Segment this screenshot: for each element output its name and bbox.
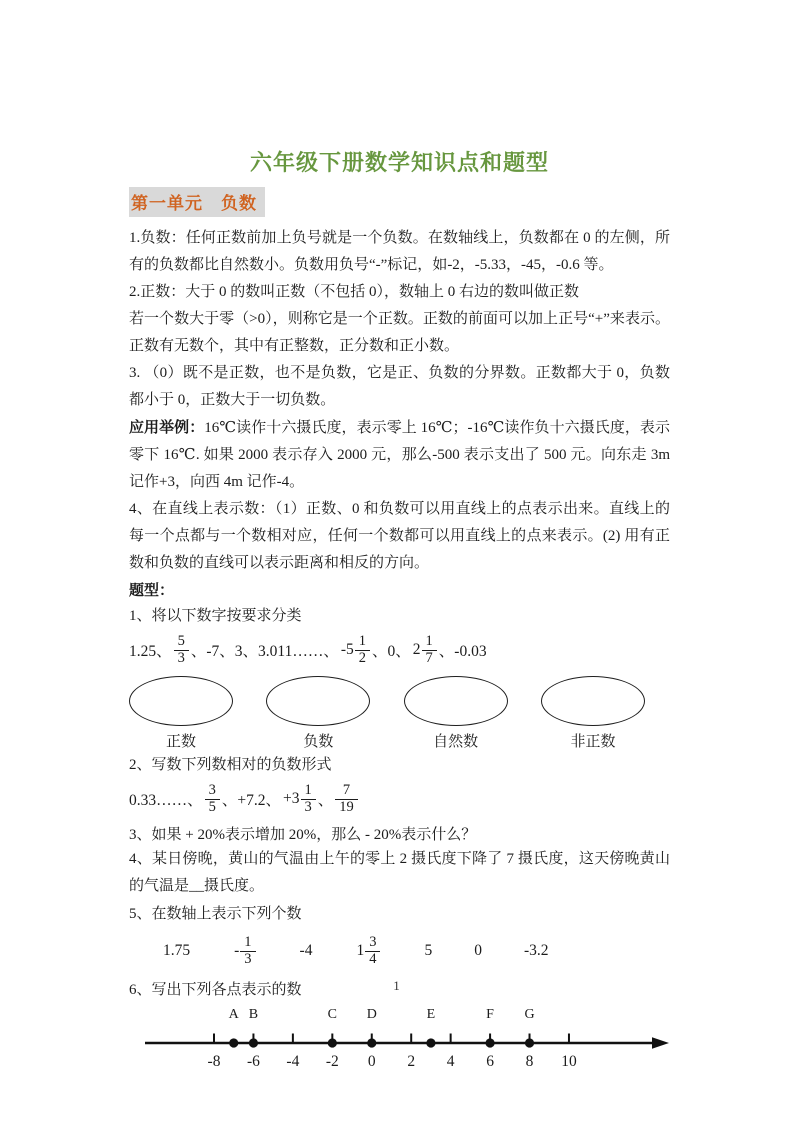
number-token: 、-7、3、3.011……、 [190,643,339,660]
oval-group-natural [404,676,508,751]
paragraph-number-line-concept: 4、在直线上表示数：（1）正数、0 和负数可以用直线上的点表示出来。直线上的每一个点都与一个数相对应，任何一个数都可以用直线上的点来表示。(2) 用有正数和负数的直线可以表示距离和相反的方向。 [129,501,670,571]
fraction-whole-part: +3 [283,790,300,807]
fraction-numerator: 1 [425,632,433,649]
svg-text:0: 0 [367,1053,376,1070]
question-6-text: 6、写出下列各点表示的数 [129,982,302,998]
number-token: 5 [424,942,433,959]
svg-text:C: C [327,1007,337,1022]
positive-numbers-oval [129,676,233,726]
negative-numbers-label: 负数 [303,734,334,750]
fraction-whole-part: -5 [340,641,354,658]
nonpositive-numbers-oval [541,676,645,726]
number-token: 、0、 [372,643,411,660]
nonpositive-numbers-label: 非正数 [570,734,616,750]
question-types-label: 题型： [129,582,175,599]
fraction-numerator: 1 [304,781,312,798]
fraction-whole-part: - [234,942,240,959]
page-content [129,146,670,1084]
number-token: -3.2 [523,942,549,959]
fraction-numerator: 3 [369,933,377,950]
fraction-denominator: 4 [365,951,380,968]
negative-numbers-oval [266,676,370,726]
number-token: 、-0.03 [438,643,487,660]
fraction-denominator: 2 [355,650,370,667]
fraction [413,634,437,666]
section-title: 第一单元 负数 [129,187,265,217]
classification-ovals [129,676,645,751]
fraction-denominator: 3 [174,650,189,667]
natural-numbers-oval [404,676,508,726]
application-examples-text: 16℃读作十六摄氏度，表示零上 16℃；-16℃读作负十六摄氏度，表示零下 16℃. 如果 2000 表示存入 2000 元，那么-500 表示支出了 500 元。向东走 3m 记作+3，向西 4m 记作-4。 [129,420,670,490]
fraction-whole-part: 1 [356,942,365,959]
paragraph-application-examples [129,414,670,496]
page-number: 1 [393,978,400,993]
svg-text:6: 6 [486,1053,494,1070]
paragraph-negative-definition: 1.负数：任何正数前加上负号就是一个负数。在数轴线上，负数都在 0 的左侧，所有的负数都比自然数小。负数用负号“-”标记，如-2，-5.33，-45，-0.6 等。 [129,230,670,273]
fraction-numerator: 3 [208,781,216,798]
question-2-number-list [129,777,670,821]
fraction-denominator: 3 [301,799,316,816]
oval-group-positive [129,676,233,751]
number-line-figure [129,1003,670,1084]
paragraph-positive-definition: 2.正数：大于 0 的数叫正数（不包括 0），数轴上 0 右边的数叫做正数 [129,284,580,300]
number-token: 0.33……、 [129,792,203,809]
svg-text:10: 10 [561,1053,577,1070]
fraction [174,634,189,666]
number-line [129,1003,670,1079]
paragraph-positive-detail: 若一个数大于零（>0），则称它是一个正数。正数的前面可以加上正号“+”来表示。正数有无数个，其中有正整数，正分数和正小数。 [129,311,670,354]
question-5-text: 5、在数轴上表示下列个数 [129,906,302,922]
paragraph-zero-boundary: 3. （0）既不是正数，也不是负数，它是正、负数的分界数。正数都大于 0，负数都小于 0，正数大于一切负数。 [129,365,670,408]
fraction [356,935,380,967]
number-token: 1.25、 [129,643,172,660]
section-header [129,187,670,217]
number-token: 、+7.2、 [221,792,282,809]
fraction-denominator: 19 [335,799,358,816]
svg-text:-6: -6 [246,1053,260,1070]
question-2-text: 2、写数下列数相对的负数形式 [129,757,332,773]
svg-text:D: D [366,1007,377,1022]
fraction-numerator: 5 [177,632,185,649]
fraction-denominator: 5 [205,799,220,816]
fraction [205,783,220,815]
svg-text:F: F [486,1007,494,1022]
application-examples-label: 应用举例： [129,419,205,436]
question-3-text: 3、如果 + 20%表示增加 20%，那么 - 20%表示什么？ [129,827,477,843]
fraction [283,783,316,815]
svg-text:4: 4 [446,1053,455,1070]
question-4-text: 4、某日傍晚，黄山的气温由上午的零上 2 摄氏度下降了 7 摄氏度，这天傍晚黄山的气温是__摄氏度。 [129,851,670,894]
positive-numbers-label: 正数 [165,734,196,750]
fraction-denominator: 3 [240,951,255,968]
natural-numbers-label: 自然数 [433,734,479,750]
question-5-number-list [129,926,670,976]
fraction [335,783,358,815]
svg-text:-4: -4 [286,1053,300,1070]
svg-text:2: 2 [407,1053,416,1070]
question-1-number-list [129,628,670,672]
number-token: 1.75 [163,942,191,959]
oval-group-negative [266,676,370,751]
svg-text:B: B [248,1007,259,1022]
fraction-whole-part: 2 [412,641,421,658]
page-title: 六年级下册数学知识点和题型 [249,150,549,175]
svg-text:A: A [228,1007,239,1022]
number-token: -4 [299,942,313,959]
svg-text:-8: -8 [207,1053,221,1070]
fraction-numerator: 7 [342,781,351,798]
oval-group-nonpositive [541,676,645,751]
fraction [341,634,370,666]
question-1-text: 1、将以下数字按要求分类 [129,608,302,624]
svg-text:-2: -2 [325,1053,339,1070]
svg-text:8: 8 [525,1053,534,1070]
fraction-denominator: 7 [422,650,437,667]
number-token: 0 [474,942,482,959]
number-token: 、 [317,792,334,809]
svg-text:E: E [426,1007,436,1022]
fraction-numerator: 1 [244,933,252,950]
fraction [234,935,255,967]
fraction-numerator: 1 [358,632,367,649]
svg-text:G: G [524,1007,535,1022]
